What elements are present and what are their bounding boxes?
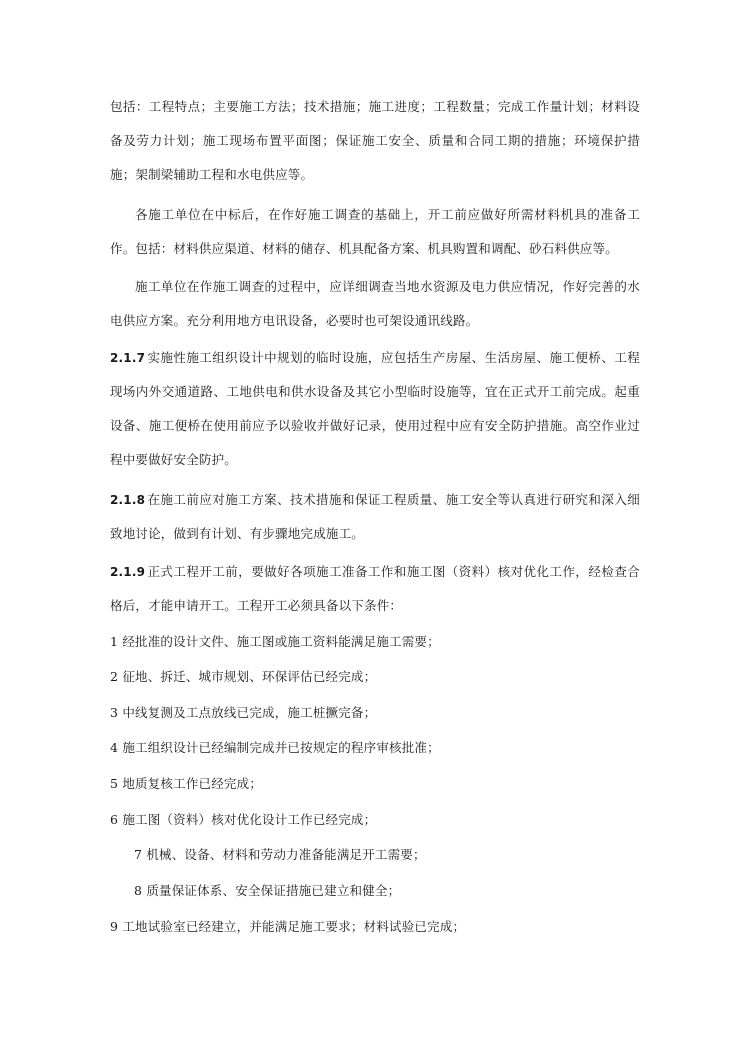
section-2-1-8 (110, 483, 640, 551)
section-number: 2.1.9 (110, 565, 146, 579)
condition-item-9: 9 工地试验室已经建立，并能满足施工要求；材料试验已完成； (110, 919, 466, 934)
condition-item-3: 3 中线复测及工点放线已完成，施工桩撅完备； (110, 705, 377, 720)
condition-item-6: 6 施工图（资料）核对优化设计工作已经完成； (110, 812, 377, 827)
section-text: 在施工前应对施工方案、技术措施和保证工程质量、施工安全等认真进行研究和深入细致地讨论，做到有计划、有步骤地完成施工。 (110, 492, 640, 541)
paragraph-material-prep: 各施工单位在中标后，在作好施工调查的基础上，开工前应做好所需材料机具的准备工作。包括：材料供应渠道、材料的储存、机具配备方案、机具购置和调配、砂石料供应等。 (110, 207, 640, 256)
condition-item-7: 7 机械、设备、材料和劳动力准备能满足开工需要； (134, 847, 426, 862)
section-number: 2.1.7 (110, 351, 146, 365)
condition-item-2: 2 征地、拆迁、城市规划、环保评估已经完成； (110, 669, 377, 684)
section-2-1-7 (110, 341, 640, 477)
condition-item-5: 5 地质复核工作已经完成； (110, 776, 263, 791)
condition-item-8: 8 质量保证体系、安全保证措施已建立和健全； (134, 883, 401, 898)
section-text: 实施性施工组织设计中规划的临时设施，应包括生产房屋、生活房屋、施工便桥、工程现场内外交通道路、工地供电和供水设备及其它小型临时设施等，宜在正式开工前完成。起重设备、施工便桥在使用前应予以验收并做好记录，使用过程中应有安全防护措施。高空作业过程中要做好安全防护。 (110, 350, 640, 467)
paragraph-plan-contents: 包括：工程特点；主要施工方法；技术措施；施工进度；工程数量；完成工作量计划；材料设备及劳力计划；施工现场布置平面图；保证施工安全、质量和合同工期的措施；环境保护措施；架制梁辅助工程和水电供应等。 (110, 99, 640, 182)
section-text: 正式工程开工前，要做好各项施工准备工作和施工图（资料）核对优化工作，经检查合格后，才能申请开工。工程开工必须具备以下条件： (110, 564, 640, 613)
paragraph-water-power: 施工单位在作施工调查的过程中，应详细调查当地水资源及电力供应情况，作好完善的水电供应方案。充分利用地方电讯设备，必要时也可架设通讯线路。 (110, 279, 640, 328)
condition-item-4: 4 施工组织设计已经编制完成并已按规定的程序审核批准； (110, 740, 440, 755)
section-2-1-9 (110, 555, 640, 623)
condition-item-1: 1 经批准的设计文件、施工图或施工资料能满足施工需要； (110, 634, 440, 649)
section-number: 2.1.8 (110, 493, 146, 507)
